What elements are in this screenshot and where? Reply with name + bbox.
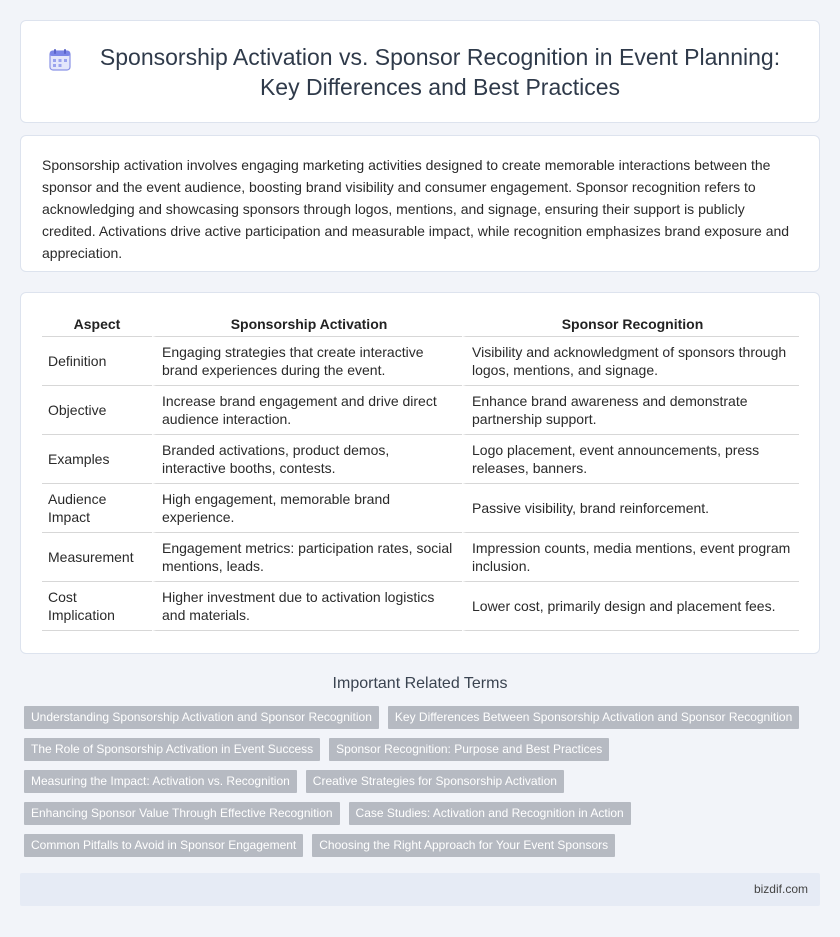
related-term-link[interactable]: Common Pitfalls to Avoid in Sponsor Engagement	[24, 834, 303, 857]
aspect-cell: Examples	[42, 435, 152, 484]
table-row	[42, 337, 799, 386]
related-term-link[interactable]: Choosing the Right Approach for Your Event Sponsors	[312, 834, 615, 857]
table-header-row	[42, 313, 799, 337]
comparison-table	[42, 313, 799, 631]
activation-cell: Branded activations, product demos, interactive booths, contests.	[152, 435, 462, 484]
table-row	[42, 484, 799, 533]
activation-cell: Engagement metrics: participation rates, social mentions, leads.	[152, 533, 462, 582]
header-recognition: Sponsor Recognition	[462, 313, 799, 337]
activation-cell: Increase brand engagement and drive direct audience interaction.	[152, 386, 462, 435]
intro-card	[20, 135, 820, 272]
related-term-link[interactable]: The Role of Sponsorship Activation in Event Success	[24, 738, 320, 761]
recognition-cell: Visibility and acknowledgment of sponsors through logos, mentions, and signage.	[462, 337, 799, 386]
recognition-cell: Logo placement, event announcements, press releases, banners.	[462, 435, 799, 484]
activation-cell: Engaging strategies that create interactive brand experiences during the event.	[152, 337, 462, 386]
related-term-link[interactable]: Key Differences Between Sponsorship Activation and Sponsor Recognition	[388, 706, 799, 729]
aspect-cell: Measurement	[42, 533, 152, 582]
header-aspect: Aspect	[42, 313, 152, 337]
header-activation: Sponsorship Activation	[152, 313, 462, 337]
related-terms-list	[24, 706, 824, 857]
activation-cell: Higher investment due to activation logistics and materials.	[152, 582, 462, 631]
page-title: Sponsorship Activation vs. Sponsor Recognition in Event Planning: Key Differences and Best Practices	[99, 43, 781, 100]
recognition-cell: Impression counts, media mentions, event program inclusion.	[462, 533, 799, 582]
related-term-link[interactable]: Understanding Sponsorship Activation and Sponsor Recognition	[24, 706, 379, 729]
aspect-cell: Audience Impact	[42, 484, 152, 533]
related-terms-title: Important Related Terms	[332, 675, 508, 692]
table-row	[42, 386, 799, 435]
header-card	[20, 20, 820, 123]
recognition-cell: Lower cost, primarily design and placement fees.	[462, 582, 799, 631]
related-term-link[interactable]: Creative Strategies for Sponsorship Activation	[306, 770, 564, 793]
comparison-table-card	[20, 292, 820, 654]
aspect-cell: Cost Implication	[42, 582, 152, 631]
intro-paragraph: Sponsorship activation involves engaging marketing activities designed to create memorable interactions between the sponsor and the event audience, boosting brand visibility and consumer engagement. Sponsor recognition refers to acknowledging and showcasing sponsors through logos, mentions, and signage, ensuring their support is publicly credited. Activations drive active participation and measurable impact, while recognition emphasizes brand exposure and appreciation.	[42, 157, 790, 261]
table-row	[42, 435, 799, 484]
activation-cell: High engagement, memorable brand experience.	[152, 484, 462, 533]
table-row	[42, 533, 799, 582]
recognition-cell: Passive visibility, brand reinforcement.	[462, 484, 799, 533]
related-term-link[interactable]: Sponsor Recognition: Purpose and Best Practices	[329, 738, 609, 761]
related-term-link[interactable]: Measuring the Impact: Activation vs. Recognition	[24, 770, 297, 793]
related-term-link[interactable]: Enhancing Sponsor Value Through Effective Recognition	[24, 802, 340, 825]
site-name[interactable]: bizdif.com	[753, 882, 808, 896]
aspect-cell: Definition	[42, 337, 152, 386]
recognition-cell: Enhance brand awareness and demonstrate partnership support.	[462, 386, 799, 435]
footer	[20, 873, 820, 906]
related-term-link[interactable]: Case Studies: Activation and Recognition in Action	[349, 802, 631, 825]
table-row	[42, 582, 799, 631]
aspect-cell: Objective	[42, 386, 152, 435]
